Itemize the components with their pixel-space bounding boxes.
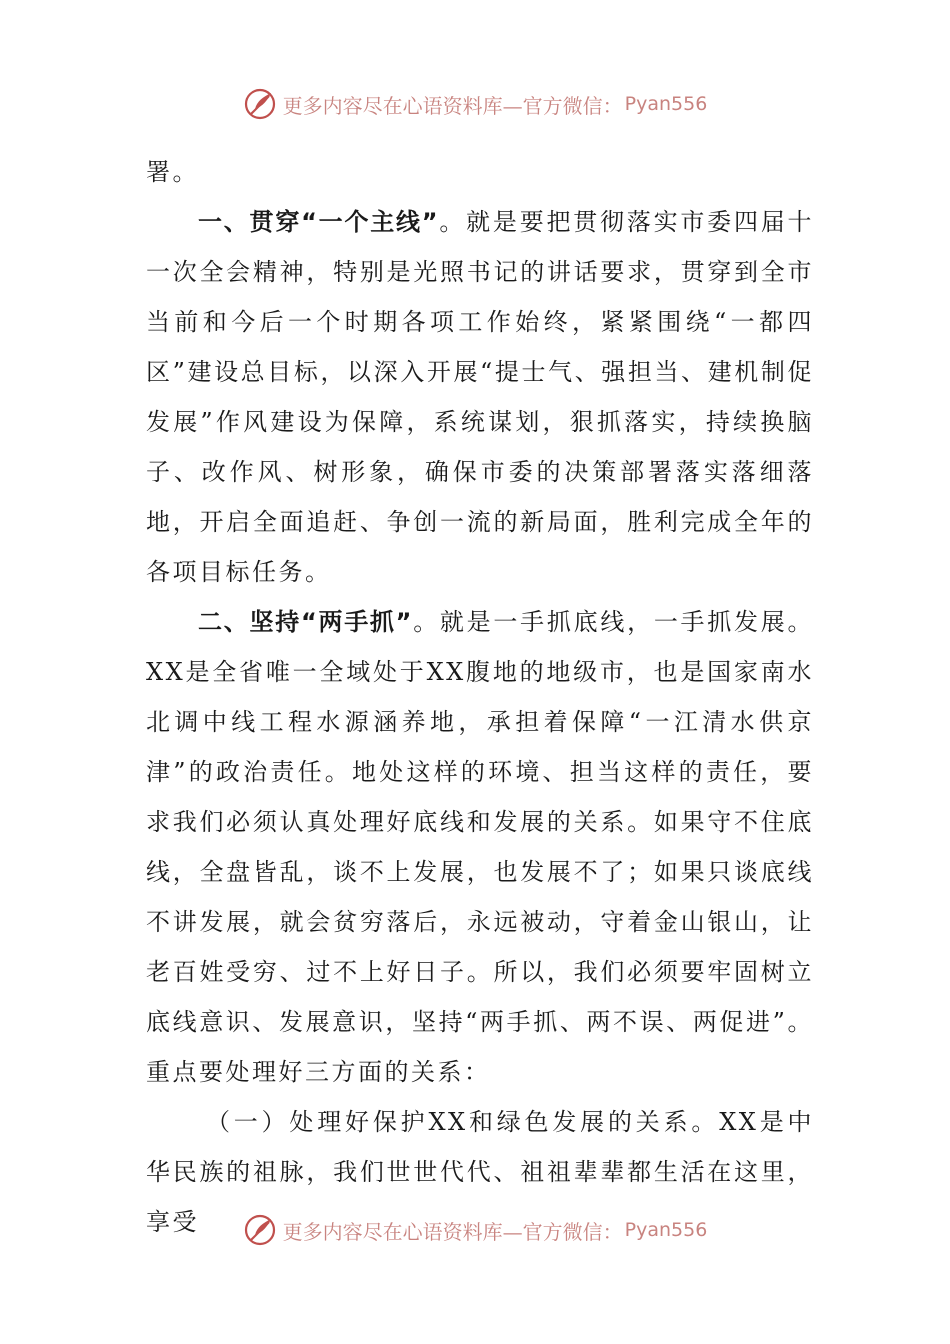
paragraph-continuation: 署。	[146, 158, 199, 186]
header-watermark	[0, 84, 950, 124]
section-body-2: 。就是一手抓底线，一手抓发展。XX是全省唯一全域处于XX腹地的地级市，也是国家南水北调中线工程水源涵养地，承担着保障“一江清水供京津”的政治责任。地处这样的环境、担当这样的责任，要求我们必须认真处理好底线和发展的关系。如果守不住底线，全盘皆乱，谈不上发展，也发展不了；如果只谈底线不讲发展，就会贫穷落后，永远被动，守着金山银山，让老百姓受穷、过不上好日子。所以，我们必须要牢固树立底线意识、发展意识，坚持“两手抓、两不误、两促进”。重点要处理好三方面的关系：	[146, 608, 815, 1086]
quill-logo-icon	[243, 87, 277, 121]
quill-logo-icon	[243, 1213, 277, 1247]
watermark-wechat-id: Pyan556	[624, 1219, 708, 1241]
section-heading-2: 二、坚持“两手抓”	[198, 608, 413, 636]
watermark-wechat-id: Pyan556	[624, 93, 708, 115]
watermark-text: 更多内容尽在心语资料库—官方微信：	[282, 93, 623, 118]
section-heading-1: 一、贯穿“一个主线”	[198, 208, 440, 236]
watermark-text: 更多内容尽在心语资料库—官方微信：	[282, 1219, 623, 1244]
section-body-1: 。就是要把贯彻落实市委四届十一次全会精神，特别是光照书记的讲话要求，贯穿到全市当前和今后一个时期各项工作始终，紧紧围绕“一都四区”建设总目标，以深入开展“提士气、强担当、建机制促发展”作风建设为保障，系统谋划，狠抓落实，持续换脑子、改作风、树形象，确保市委的决策部署落实落细落地，开启全面追赶、争创一流的新局面，胜利完成全年的各项目标任务。	[146, 208, 815, 586]
document-body	[146, 147, 814, 1247]
paragraph-two-hands	[146, 597, 814, 1097]
footer-watermark	[0, 1210, 950, 1250]
paragraph-subsection-1: （一）处理好保护XX和绿色发展的关系。XX是中华民族的祖脉，我们世世代代、祖祖辈辈都生活在这里，享受	[146, 1108, 814, 1236]
paragraph-main-thread	[146, 197, 814, 597]
